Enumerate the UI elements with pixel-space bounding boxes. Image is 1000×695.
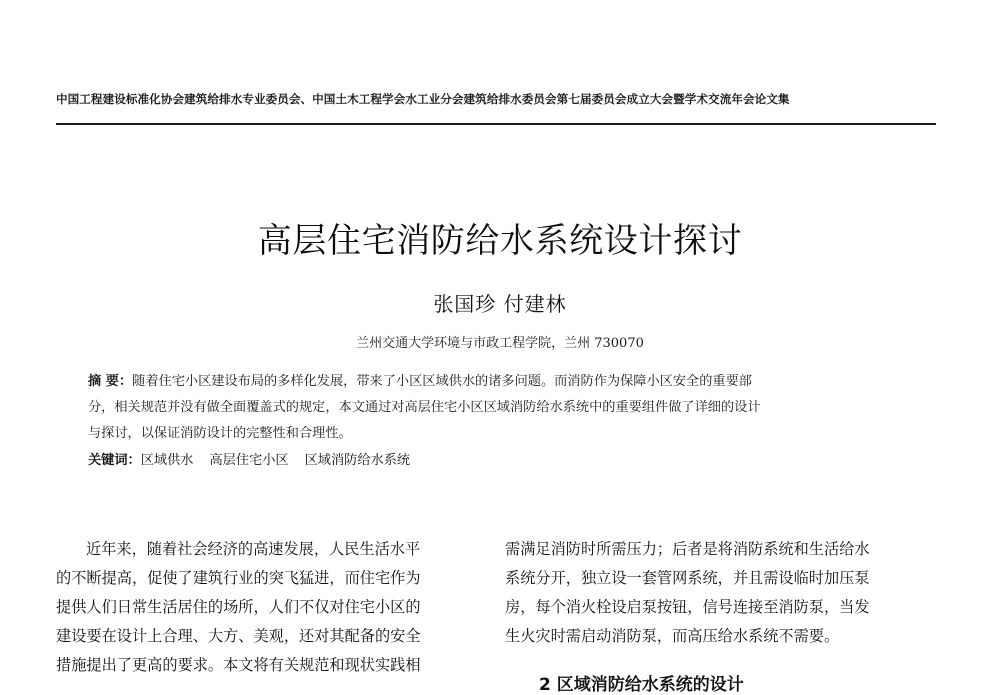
abstract-line [88, 395, 894, 421]
body-column-left [56, 535, 476, 680]
body-line [56, 535, 476, 564]
keyword-item: 区域供水 [140, 453, 194, 468]
keyword-item: 区域消防给水系统 [304, 453, 411, 468]
body-column-right [505, 535, 935, 651]
paper-authors: 张国珍 付建林 [433, 292, 567, 316]
abstract-text: 分，相关规范并没有做全面覆盖式的规定，本文通过对高层住宅小区区域消防给水系统中的重要组件做了详细的设计 [88, 400, 761, 415]
body-line: 措施提出了更高的要求。本文将有关规范和现状实践相 [56, 656, 421, 674]
body-line: 生火灾时需启动消防泵，而高压给水系统不需要。 [505, 627, 840, 645]
keywords-label: 关键词： [88, 453, 141, 468]
keywords [88, 448, 894, 474]
body-line: 房，每个消火栓设启泵按钮，信号连接至消防泵，当发 [505, 598, 870, 616]
author-affiliation: 兰州交通大学环境与市政工程学院，兰州 730070 [356, 336, 644, 351]
paper-title: 高层住宅消防给水系统设计探讨 [257, 221, 743, 261]
header-rule [56, 123, 936, 125]
abstract-label: 摘 要： [88, 374, 133, 389]
body-line: 系统分开，独立设一套管网系统，并且需设临时加压泵 [505, 569, 870, 587]
body-line: 建设要在设计上合理、大方、美观，还对其配备的安全 [56, 627, 421, 645]
abstract-line [88, 369, 894, 395]
keyword-item: 高层住宅小区 [209, 453, 289, 468]
running-header: 中国工程建设标准化协会建筑给排水专业委员会、中国土木工程学会水工业分会建筑给排水委员会第七届委员会成立大会暨学术交流年会论文集 [56, 92, 790, 106]
body-line: 需满足消防时所需压力；后者是将消防系统和生活给水 [505, 540, 870, 558]
section-heading: 2 区域消防给水系统的设计 [539, 675, 744, 695]
abstract [88, 369, 894, 447]
body-line: 提供人们日常生活居住的场所，人们不仅对住宅小区的 [56, 598, 421, 616]
abstract-line [88, 421, 894, 447]
body-line: 的不断提高，促使了建筑行业的突飞猛进，而住宅作为 [56, 569, 421, 587]
abstract-text: 与探讨，以保证消防设计的完整性和合理性。 [88, 426, 352, 441]
abstract-text: 随着住宅小区建设布局的多样化发展，带来了小区区域供水的诸多问题。而消防作为保障小区安全的重要部 [132, 374, 752, 389]
body-text: 近年来，随着社会经济的高速发展，人民生活水平 [86, 540, 421, 558]
